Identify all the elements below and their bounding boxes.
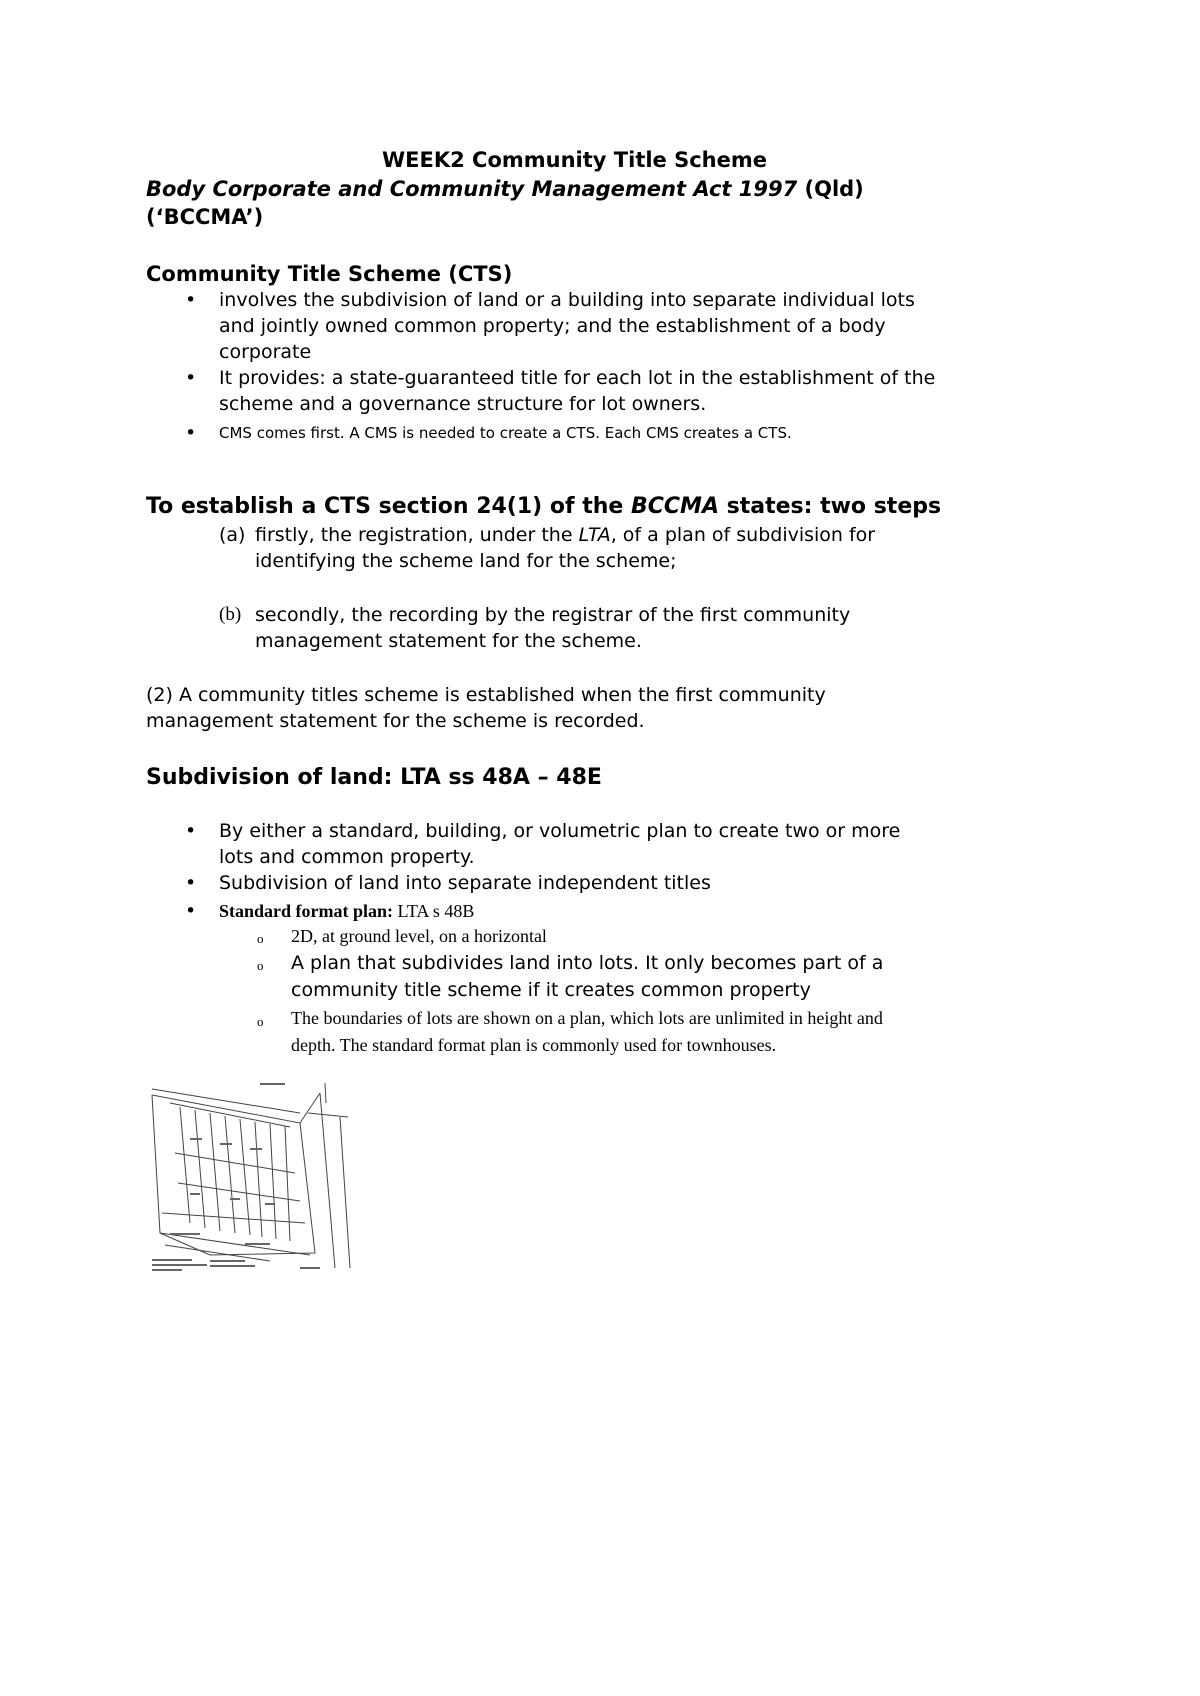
sub-bullet-glyph: o	[257, 931, 264, 946]
cts-bullet-2-line-1: It provides: a state-guaranteed title for each lot in the establishment of the	[219, 367, 936, 389]
act-abbrev: (‘BCCMA’)	[146, 205, 264, 229]
sub-bullet-glyph: o	[257, 1014, 264, 1029]
step-a-line-2: identifying the scheme land for the scheme;	[255, 550, 677, 572]
subsub-bullet-2-line-1: A plan that subdivides land into lots. It only becomes part of a	[291, 952, 884, 974]
standard-format-label: Standard format plan:	[219, 901, 394, 921]
bullet-glyph: •	[185, 900, 197, 922]
step-b-line-1: secondly, the recording by the registrar of the first community	[255, 604, 851, 626]
bullet-glyph: •	[185, 422, 197, 444]
subdivision-heading: Subdivision of land: LTA ss 48A – 48E	[146, 765, 602, 790]
standard-format-line	[219, 901, 474, 922]
step-b-line-2: management statement for the scheme.	[255, 630, 642, 652]
standard-format-plan-image	[150, 1083, 360, 1273]
subsub-bullet-3-line-2: depth. The standard format plan is commonly used for townhouses.	[291, 1035, 777, 1055]
step-b-label: (b)	[219, 604, 242, 625]
cts-bullet-1-line-1: involves the subdivision of land or a building into separate individual lots	[219, 289, 915, 311]
act-line	[146, 177, 864, 201]
establish-heading-post: states: two steps	[718, 494, 942, 519]
subsub-bullet-3-line-1: The boundaries of lots are shown on a plan, which lots are unlimited in height and	[291, 1008, 883, 1028]
subsub-bullet-1-line-1: 2D, at ground level, on a horizontal	[291, 926, 547, 946]
step-a-line-1-post: , of a plan of subdivision for	[610, 524, 876, 546]
bullet-glyph: •	[185, 289, 197, 311]
sub-bullet-1-line-1: By either a standard, building, or volumetric plan to create two or more	[219, 820, 901, 842]
establish-heading-pre: To establish a CTS section 24(1) of the	[146, 494, 631, 519]
step-a-line-1-pre: firstly, the registration, under the	[255, 524, 579, 546]
standard-format-ref: LTA s 48B	[393, 901, 475, 921]
bullet-glyph: •	[185, 367, 197, 389]
bullet-glyph: •	[185, 820, 197, 842]
establish-heading	[146, 494, 941, 519]
cts-bullet-2-line-2: scheme and a governance structure for lot owners.	[219, 393, 707, 415]
cts-bullet-1-line-2: and jointly owned common property; and the establishment of a body	[219, 315, 886, 337]
act-jurisdiction: (Qld)	[797, 177, 864, 201]
document-title: WEEK2 Community Title Scheme	[382, 148, 767, 172]
bullet-glyph: •	[185, 872, 197, 894]
cts-bullet-1-line-3: corporate	[219, 341, 312, 363]
sub-bullet-1-line-2: lots and common property.	[219, 846, 475, 868]
para-2-line-1: (2) A community titles scheme is established when the first community	[146, 684, 826, 706]
subsub-bullet-2-line-2: community title scheme if it creates common property	[291, 979, 811, 1001]
step-a-label: (a)	[219, 524, 246, 546]
para-2-line-2: management statement for the scheme is recorded.	[146, 710, 645, 732]
step-a-line-1	[255, 524, 875, 546]
sub-bullet-2-line-1: Subdivision of land into separate independent titles	[219, 872, 711, 894]
act-name: Body Corporate and Community Management Act 1997	[146, 177, 798, 201]
cts-heading: Community Title Scheme (CTS)	[146, 262, 513, 286]
establish-heading-act: BCCMA	[631, 494, 719, 519]
step-a-line-1-act: LTA	[578, 524, 611, 546]
cts-bullet-3-line-1: CMS comes first. A CMS is needed to create a CTS. Each CMS creates a CTS.	[219, 424, 792, 442]
sub-bullet-glyph: o	[257, 958, 264, 973]
